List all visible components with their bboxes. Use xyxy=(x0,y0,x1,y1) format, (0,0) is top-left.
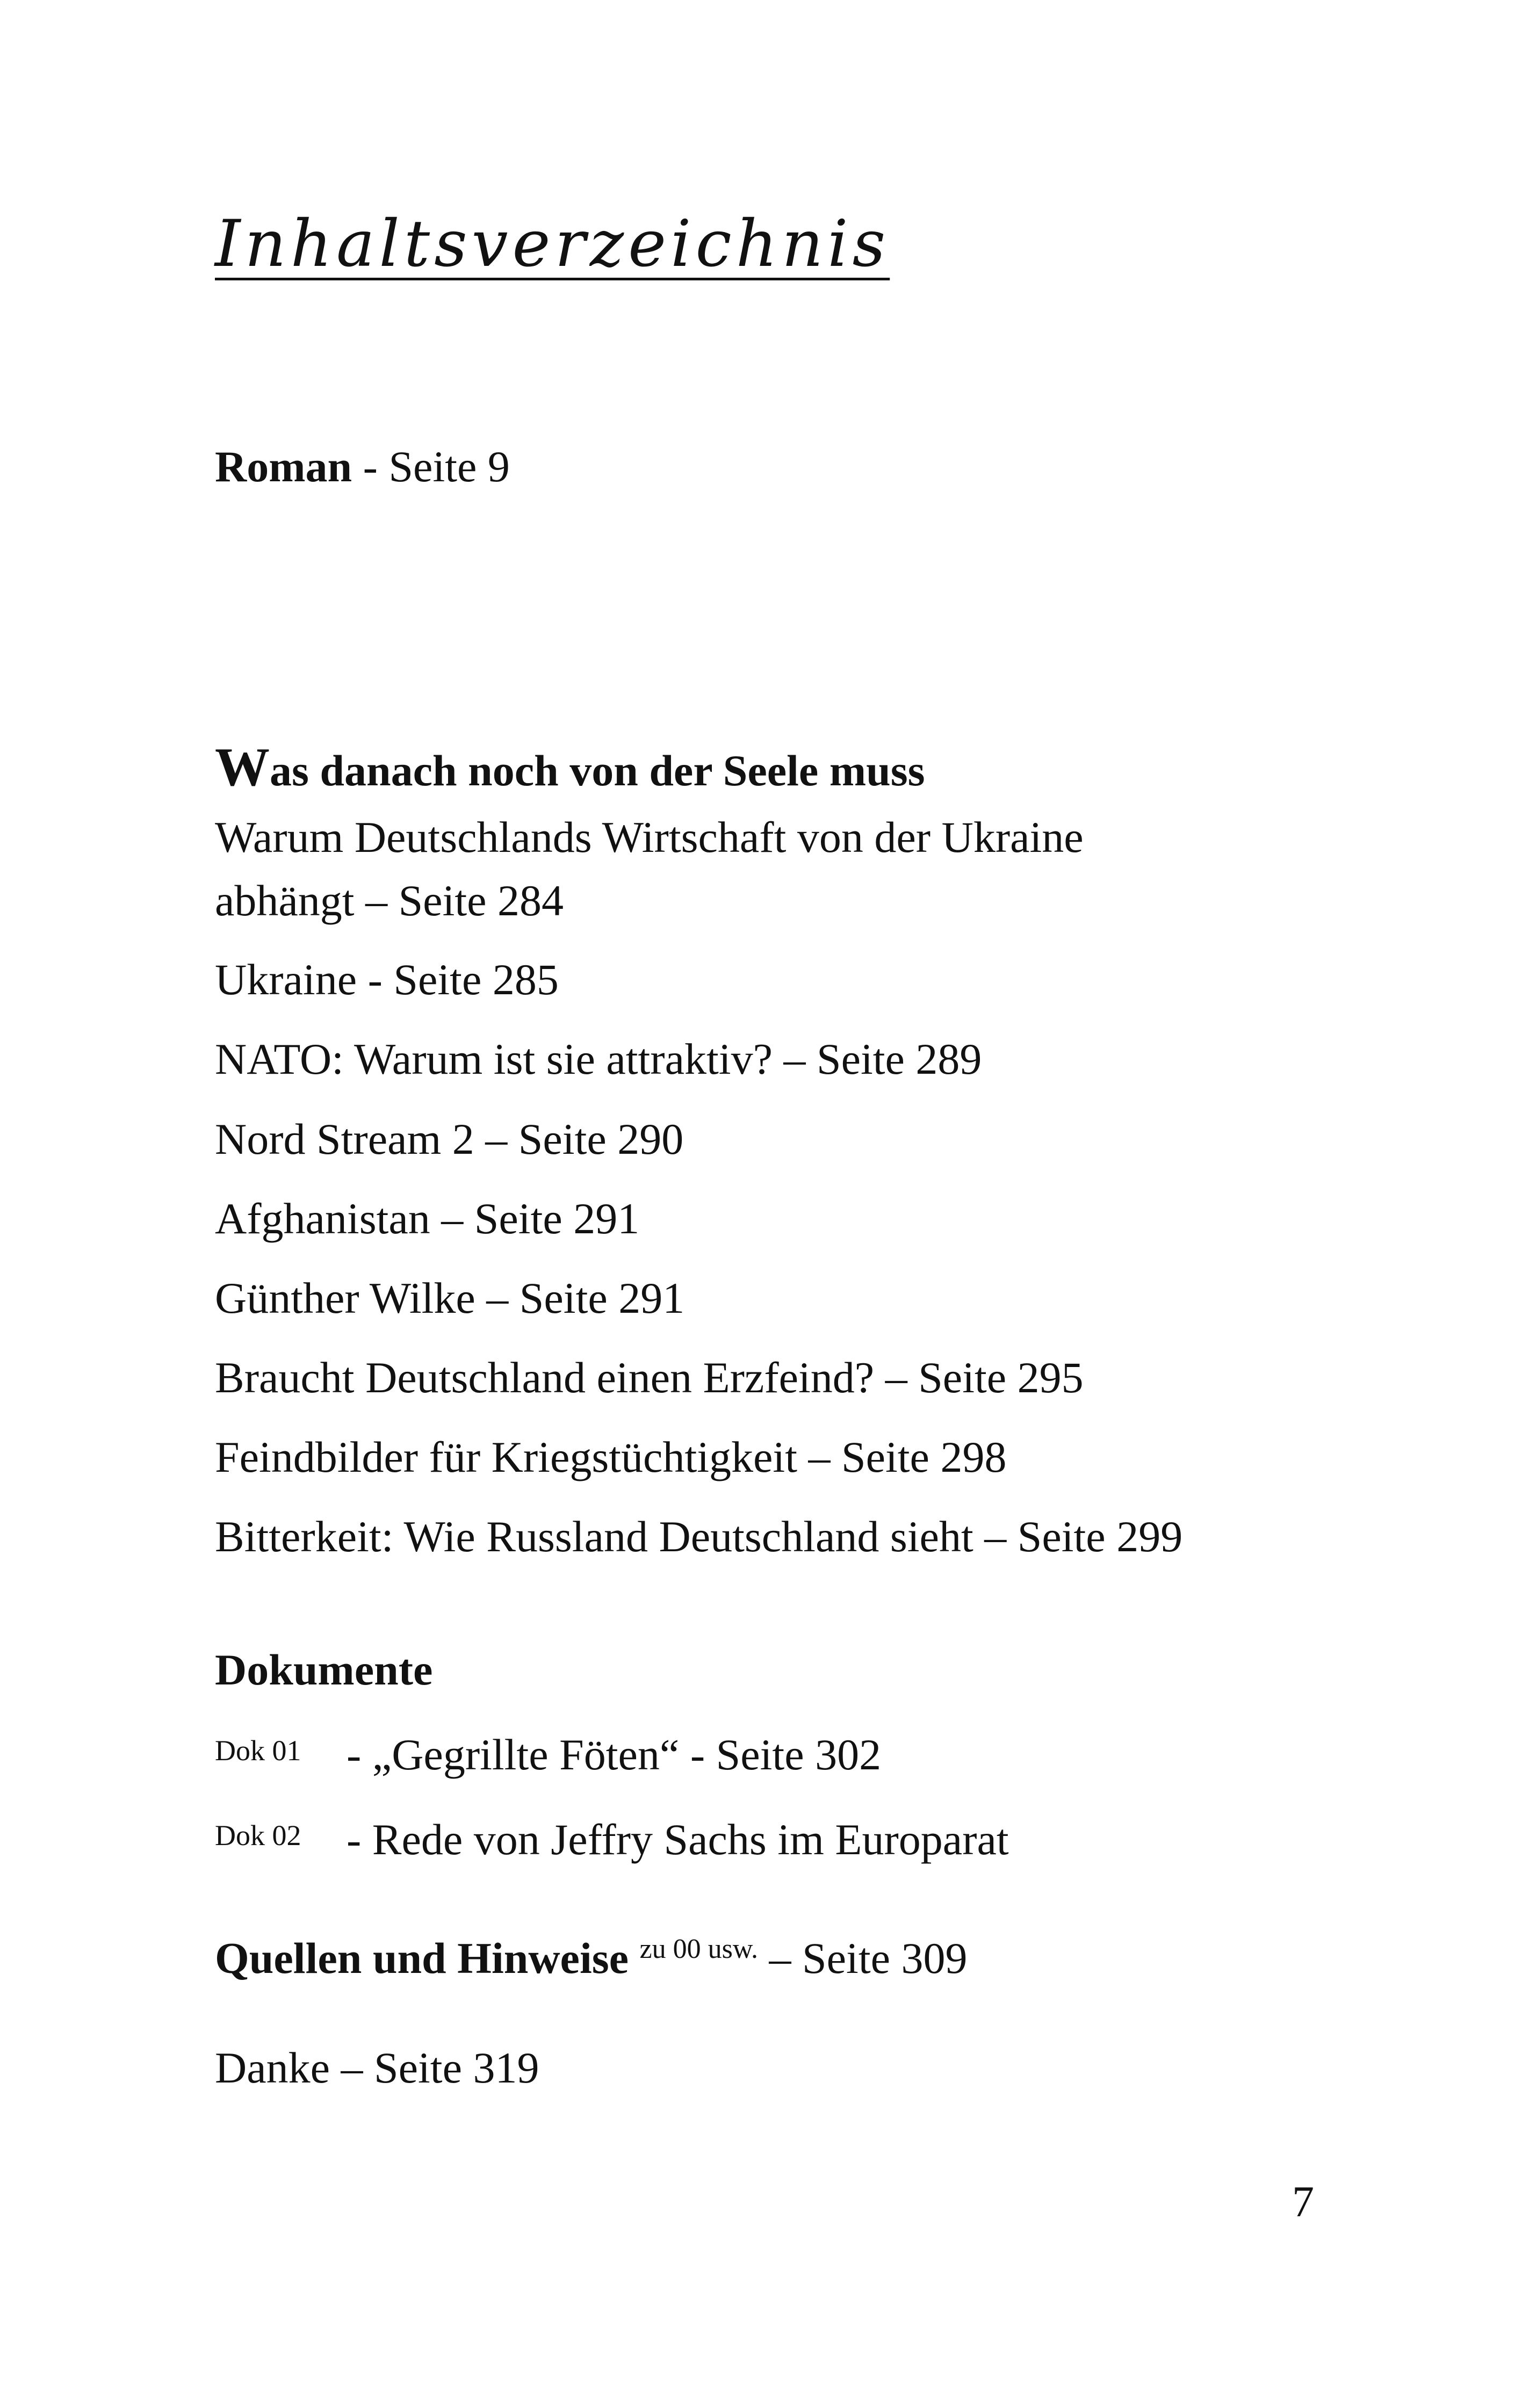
dokumente-heading: Dokumente xyxy=(215,1645,433,1694)
toc-entry: Bitterkeit: Wie Russland Deutschland sieht – Seite 299 xyxy=(215,1512,1183,1561)
quellen-label: Quellen und Hinweise xyxy=(215,1934,629,1983)
roman-label: Roman xyxy=(215,442,352,491)
dok-label: Dok 02 xyxy=(215,1819,301,1852)
toc-entry: Nord Stream 2 – Seite 290 xyxy=(215,1115,684,1163)
toc-entry: Warum Deutschlands Wirtschaft von der Ukraine xyxy=(215,813,1084,862)
toc-entry: NATO: Warum ist sie attraktiv? – Seite 289 xyxy=(215,1035,982,1083)
toc-entry: abhängt – Seite 284 xyxy=(215,876,564,925)
quellen-note: zu 00 usw. xyxy=(639,1934,759,1964)
roman-entry xyxy=(215,440,510,493)
toc-entry: Braucht Deutschland einen Erzfeind? – Seite 295 xyxy=(215,1353,1084,1402)
toc-entry: Afghanistan – Seite 291 xyxy=(215,1194,640,1243)
section-heading-rest: as danach noch von der Seele muss xyxy=(270,746,925,795)
toc-entry: Günther Wilke – Seite 291 xyxy=(215,1274,685,1322)
quellen-page: – Seite 309 xyxy=(758,1934,968,1983)
page-title: Inhaltsverzeichnis xyxy=(215,207,890,281)
dok-label: Dok 01 xyxy=(215,1734,301,1767)
toc-entry: Feindbilder für Kriegstüchtigkeit – Seite 298 xyxy=(215,1433,1007,1481)
page-number: 7 xyxy=(1292,2177,1314,2226)
section-heading xyxy=(215,735,925,800)
section-heading-initial: W xyxy=(215,737,270,798)
dok-title: - „Gegrillte Föten“ - Seite 302 xyxy=(347,1730,882,1779)
roman-page: - Seite 9 xyxy=(352,442,510,491)
quellen-entry xyxy=(215,1932,968,1985)
danke-entry: Danke – Seite 319 xyxy=(215,2043,539,2092)
toc-entry: Ukraine - Seite 285 xyxy=(215,955,559,1004)
dok-title: - Rede von Jeffry Sachs im Europarat xyxy=(347,1815,1009,1864)
